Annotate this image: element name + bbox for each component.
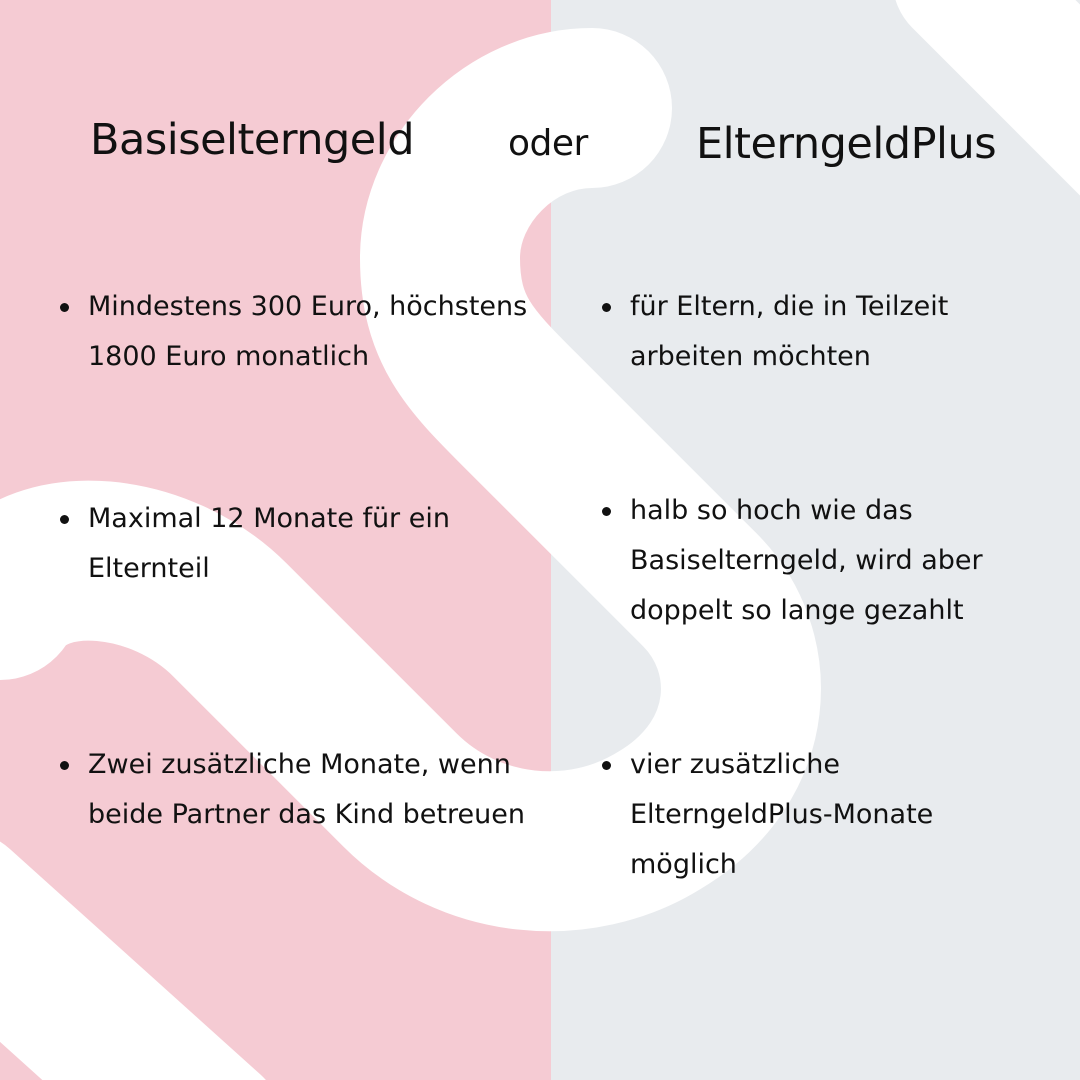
oder-separator: oder (508, 123, 588, 164)
list-item: Mindestens 300 Euro, höchstens 1800 Euro monatlich (60, 282, 530, 382)
list-item: Zwei zusätzliche Monate, wenn beide Partner das Kind betreuen (60, 740, 530, 840)
list-item: halb so hoch wie das Basiselterngeld, wird aber doppelt so lange gezahlt (602, 486, 1042, 636)
list-item: für Eltern, die in Teilzeit arbeiten möchten (602, 282, 1042, 382)
basiselterngeld-title: Basiselterngeld (90, 115, 414, 165)
elterngeldplus-title: ElterngeldPlus (696, 119, 997, 169)
list-item: vier zusätzliche ElterngeldPlus-Monate möglich (602, 740, 1042, 890)
list-item: Maximal 12 Monate für ein Elternteil (60, 494, 530, 594)
